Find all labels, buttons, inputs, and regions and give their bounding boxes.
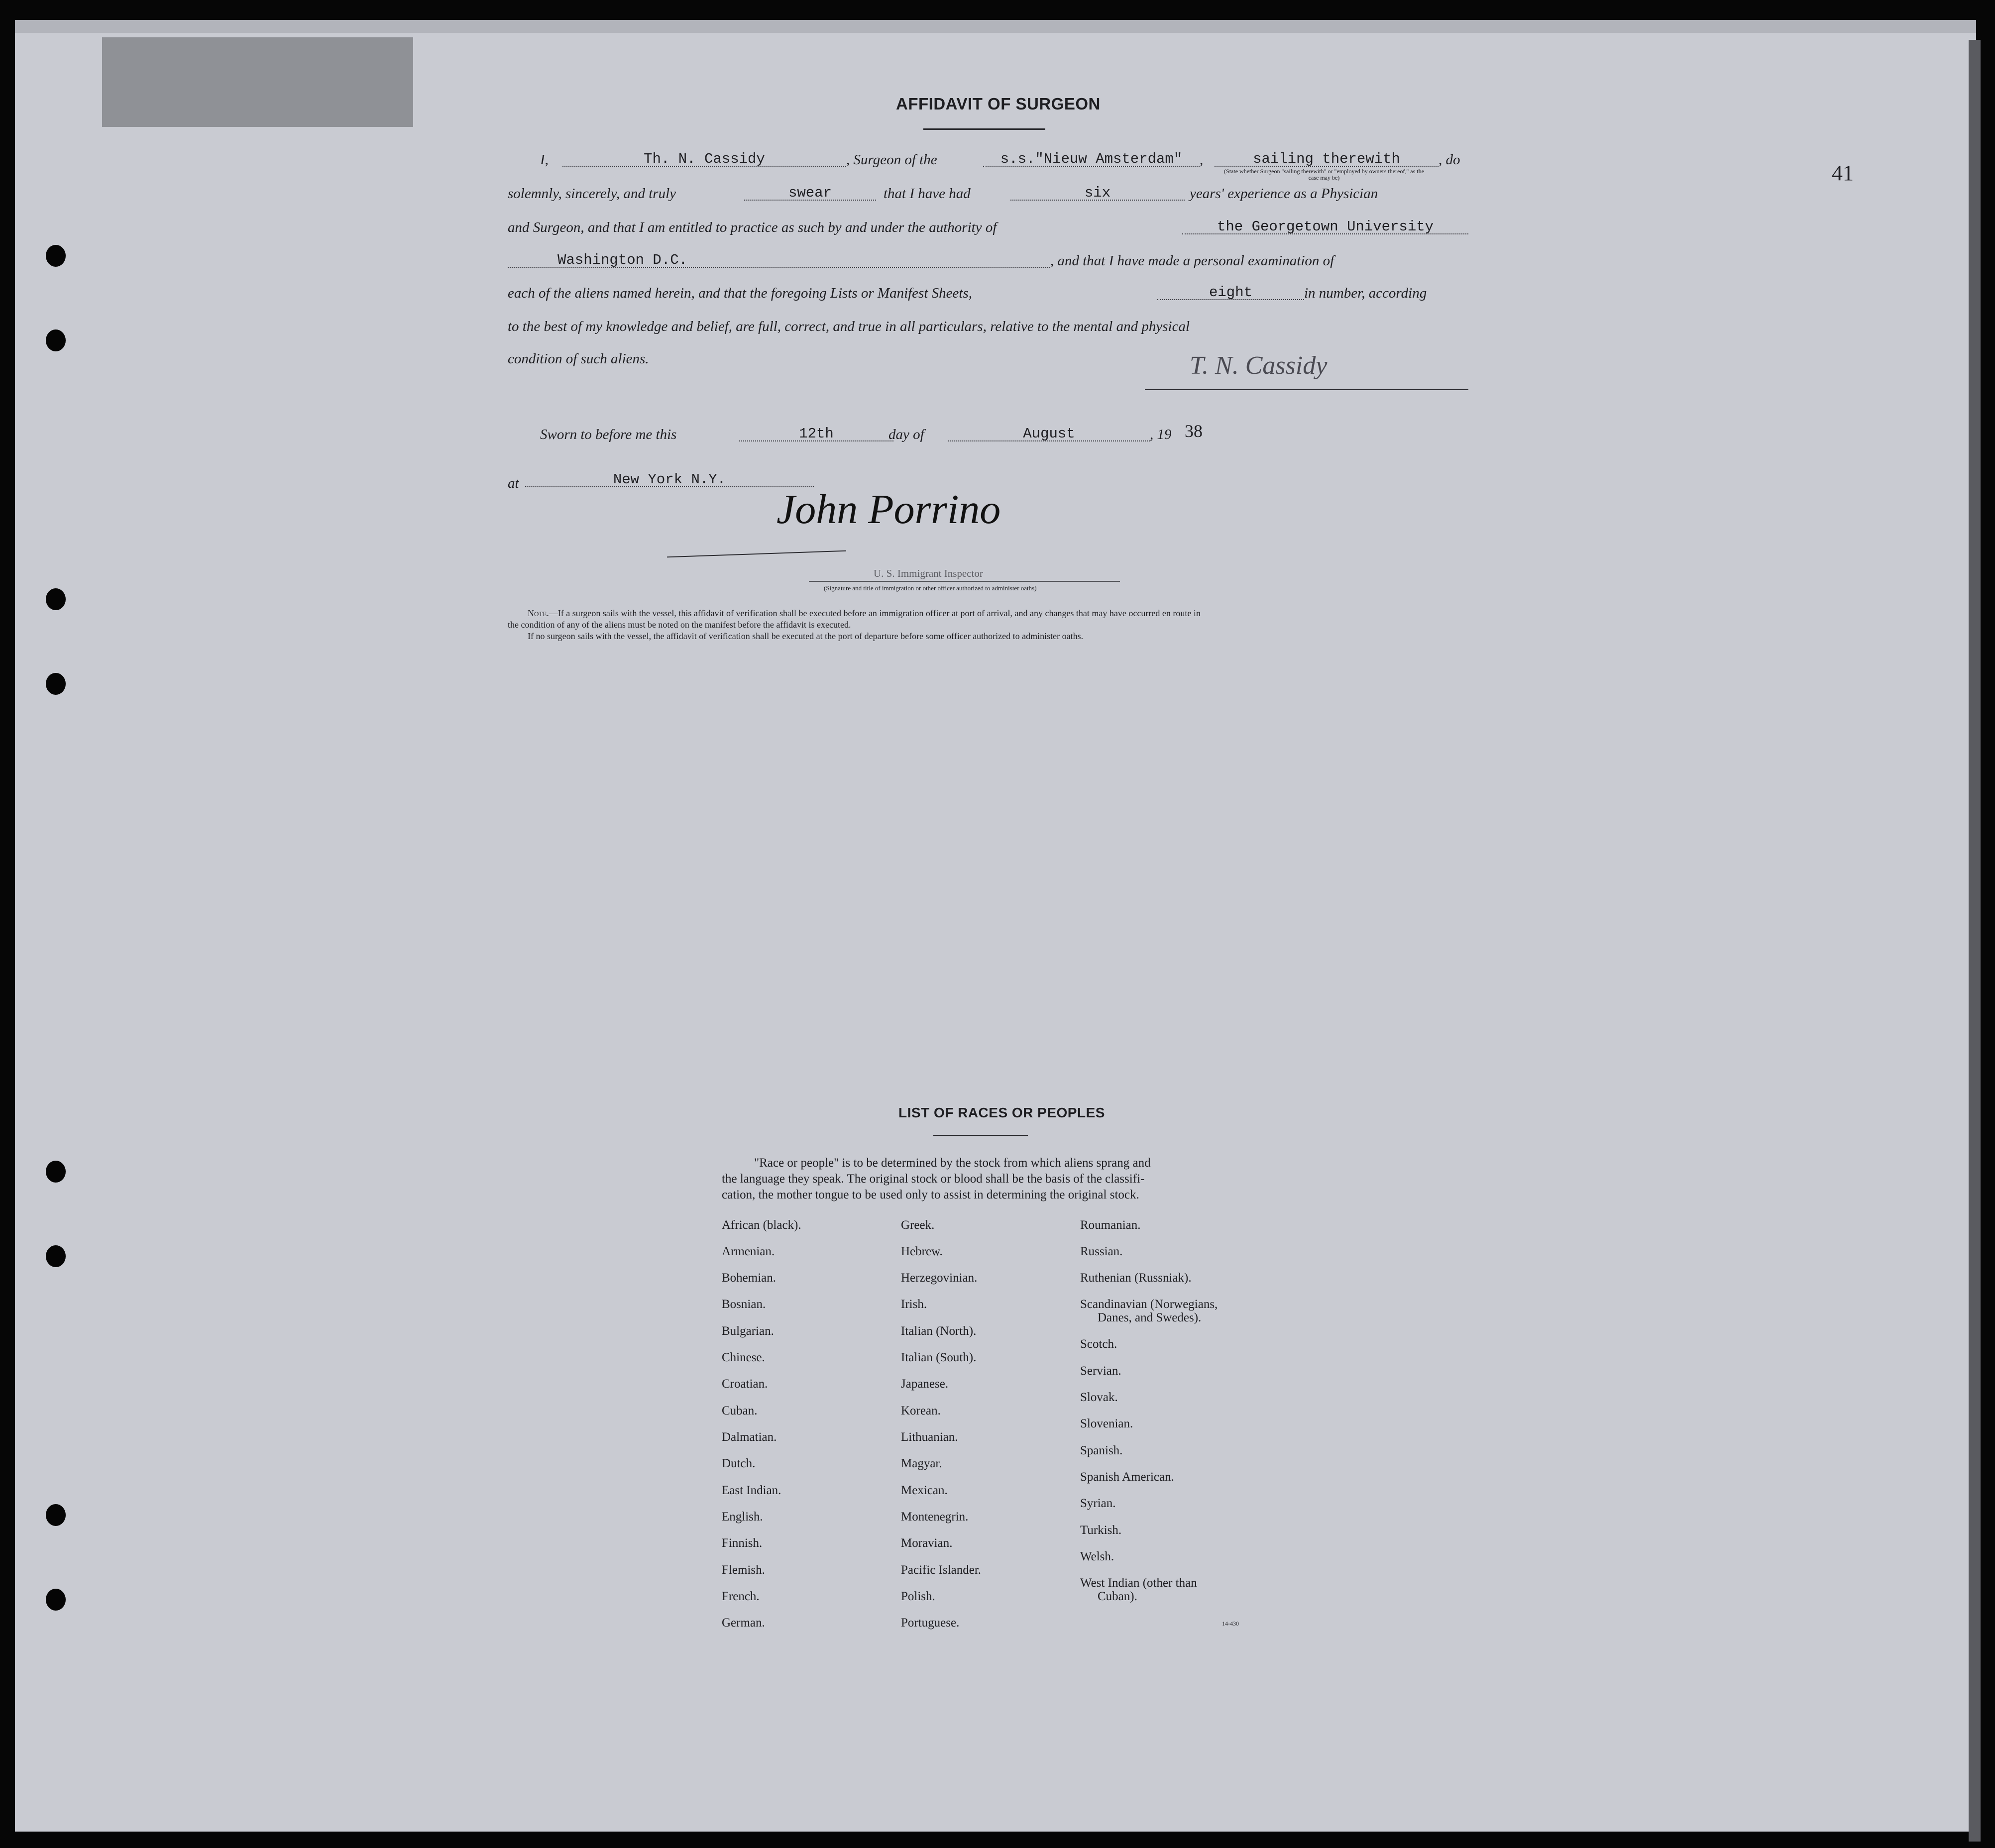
surgeon-name-field: Th. N. Cassidy [562, 151, 846, 167]
race-item: Dalmatian. [722, 1430, 777, 1444]
race-item: Spanish. [1080, 1444, 1123, 1457]
place-field: New York N.Y. [525, 471, 814, 487]
affidavit-text: solemnly, sincerely, and truly [508, 186, 676, 202]
affidavit-text: and Surgeon, and that I am entitled to practice as such by and under the authority of [508, 219, 997, 235]
place-prefix: at [508, 475, 519, 491]
affidavit-title: AFFIDAVIT OF SURGEON [896, 95, 1101, 113]
race-item: Danes, and Swedes). [1098, 1311, 1202, 1324]
race-item: Moravian. [901, 1536, 953, 1550]
race-item: Flemish. [722, 1563, 765, 1577]
race-item: Polish. [901, 1590, 935, 1603]
race-item: Japanese. [901, 1377, 949, 1391]
authority-field: the Georgetown University [1182, 218, 1468, 234]
race-item: African (black). [722, 1218, 801, 1232]
punch-hole [46, 673, 66, 695]
note-label: Note. [528, 608, 549, 618]
affidavit-text: that I have had [884, 186, 971, 202]
race-item: Bulgarian. [722, 1324, 774, 1338]
sworn-text: Sworn to before me this [540, 427, 677, 442]
inspector-title: U. S. Immigrant Inspector [874, 567, 983, 579]
race-item: Scotch. [1080, 1337, 1117, 1351]
race-item: German. [722, 1616, 765, 1630]
year-suffix: 38 [1185, 421, 1203, 441]
affidavit-text: , and that I have made a personal examination of [1050, 253, 1334, 269]
race-item: Finnish. [722, 1536, 763, 1550]
race-item: Slovenian. [1080, 1417, 1133, 1430]
race-item: Pacific Islander. [901, 1563, 982, 1577]
race-item: Irish. [901, 1298, 927, 1311]
authority-cont-field [508, 252, 1050, 268]
race-item: Italian (North). [901, 1324, 977, 1338]
affidavit-text: years' experience as a Physician [1190, 186, 1378, 202]
signature-caption: (Signature and title of immigration or other officer authorized to administer oaths) [824, 584, 1037, 592]
note-line-1 [528, 608, 1201, 619]
note-text: —If a surgeon sails with the vessel, this affidavit of verification shall be executed before an immigration officer at port of arrival, and any changes that may have occurred en route in [549, 608, 1201, 618]
day-field: 12th [739, 426, 893, 441]
race-item: Cuban. [722, 1404, 758, 1417]
page-edge [1969, 40, 1981, 1842]
race-item: Servian. [1080, 1364, 1121, 1378]
race-item: Ruthenian (Russniak). [1080, 1271, 1192, 1285]
race-item: Lithuanian. [901, 1430, 958, 1444]
sheets-field: eight [1157, 284, 1304, 300]
signature-line [1145, 389, 1468, 390]
race-item: Slovak. [1080, 1391, 1118, 1404]
page-mark: 41 [1832, 161, 1854, 185]
punch-hole [46, 1245, 66, 1267]
race-item: Welsh. [1080, 1550, 1114, 1563]
race-item: Portuguese. [901, 1616, 960, 1630]
race-item: Herzegovinian. [901, 1271, 978, 1285]
races-title: LIST OF RACES OR PEOPLES [898, 1105, 1105, 1120]
surgeon-signature: T. N. Cassidy [1190, 351, 1328, 380]
sailing-field: sailing therewith [1215, 151, 1439, 167]
race-item: Montenegrin. [901, 1510, 969, 1523]
note-line-2: the condition of any of the aliens must be noted on the manifest before the affidavit is executed. [508, 620, 851, 630]
punch-hole [46, 1589, 66, 1611]
punch-hole [46, 588, 66, 610]
race-item: Hebrew. [901, 1245, 943, 1258]
race-item: West Indian (other than [1080, 1576, 1197, 1590]
races-intro-2: the language they speak. The original stock or blood shall be the basis of the classifi- [722, 1172, 1145, 1186]
affidavit-text: in number, according [1304, 285, 1427, 301]
punch-hole [46, 245, 66, 267]
race-item: Bosnian. [722, 1298, 766, 1311]
tape-patch [102, 37, 413, 127]
sworn-text: day of [888, 427, 924, 442]
vessel-field: s.s."Nieuw Amsterdam" [983, 151, 1200, 167]
punch-hole [46, 1504, 66, 1526]
races-intro-1: "Race or people" is to be determined by the stock from which aliens sprang and [754, 1156, 1151, 1170]
race-item: Croatian. [722, 1377, 768, 1391]
document-sheet [15, 20, 1976, 1832]
affidavit-text: , do [1439, 152, 1460, 168]
race-item: Italian (South). [901, 1351, 977, 1364]
punch-hole [46, 329, 66, 351]
race-item: English. [722, 1510, 763, 1523]
race-item: Chinese. [722, 1351, 765, 1364]
race-item: Greek. [901, 1218, 935, 1232]
oath-field: swear [744, 185, 876, 201]
race-item: East Indian. [722, 1484, 781, 1497]
races-intro-3: cation, the mother tongue to be used only to assist in determining the original stock. [722, 1188, 1139, 1201]
page-shadow [15, 20, 1976, 33]
race-item: Magyar. [901, 1457, 942, 1470]
race-item: Spanish American. [1080, 1470, 1174, 1484]
race-item: Bohemian. [722, 1271, 776, 1285]
race-item: Turkish. [1080, 1523, 1122, 1537]
years-field: six [1010, 185, 1185, 201]
race-item: French. [722, 1590, 760, 1603]
affidavit-prefix: I, [540, 152, 549, 168]
race-item: Armenian. [722, 1245, 775, 1258]
punch-hole [46, 1161, 66, 1183]
note-line-3: If no surgeon sails with the vessel, the affidavit of verification shall be executed at the port of departure before some officer authorized to administer oaths. [528, 631, 1084, 641]
race-item: Russian. [1080, 1245, 1123, 1258]
affidavit-text: each of the aliens named herein, and that the foregoing Lists or Manifest Sheets, [508, 285, 972, 301]
sworn-text: , 19 [1150, 427, 1172, 442]
inspector-line [809, 581, 1120, 582]
race-item: Syrian. [1080, 1497, 1116, 1510]
title-rule [923, 128, 1045, 130]
race-item: Cuban). [1098, 1590, 1137, 1603]
race-item: Mexican. [901, 1484, 948, 1497]
inspector-signature: John Porrino [776, 486, 1001, 533]
sailing-note: (State whether Surgeon "sailing therewith" or "employed by owners thereof," as the case may be) [1224, 168, 1424, 181]
authority-cont-text: Washington D.C. [557, 252, 688, 268]
affidavit-text: condition of such aliens. [508, 351, 649, 367]
race-item: Roumanian. [1080, 1218, 1141, 1232]
month-field: August [948, 426, 1150, 441]
race-item: Scandinavian (Norwegians, [1080, 1298, 1218, 1311]
race-item: Dutch. [722, 1457, 756, 1470]
affidavit-text: to the best of my knowledge and belief, are full, correct, and true in all particulars, relative to the mental and physical [508, 319, 1190, 334]
form-number: 14-430 [1222, 1620, 1239, 1627]
affidavit-text: , Surgeon of the [846, 152, 937, 168]
race-item: Korean. [901, 1404, 941, 1417]
races-rule [933, 1135, 1028, 1136]
affidavit-text: , [1200, 152, 1204, 168]
